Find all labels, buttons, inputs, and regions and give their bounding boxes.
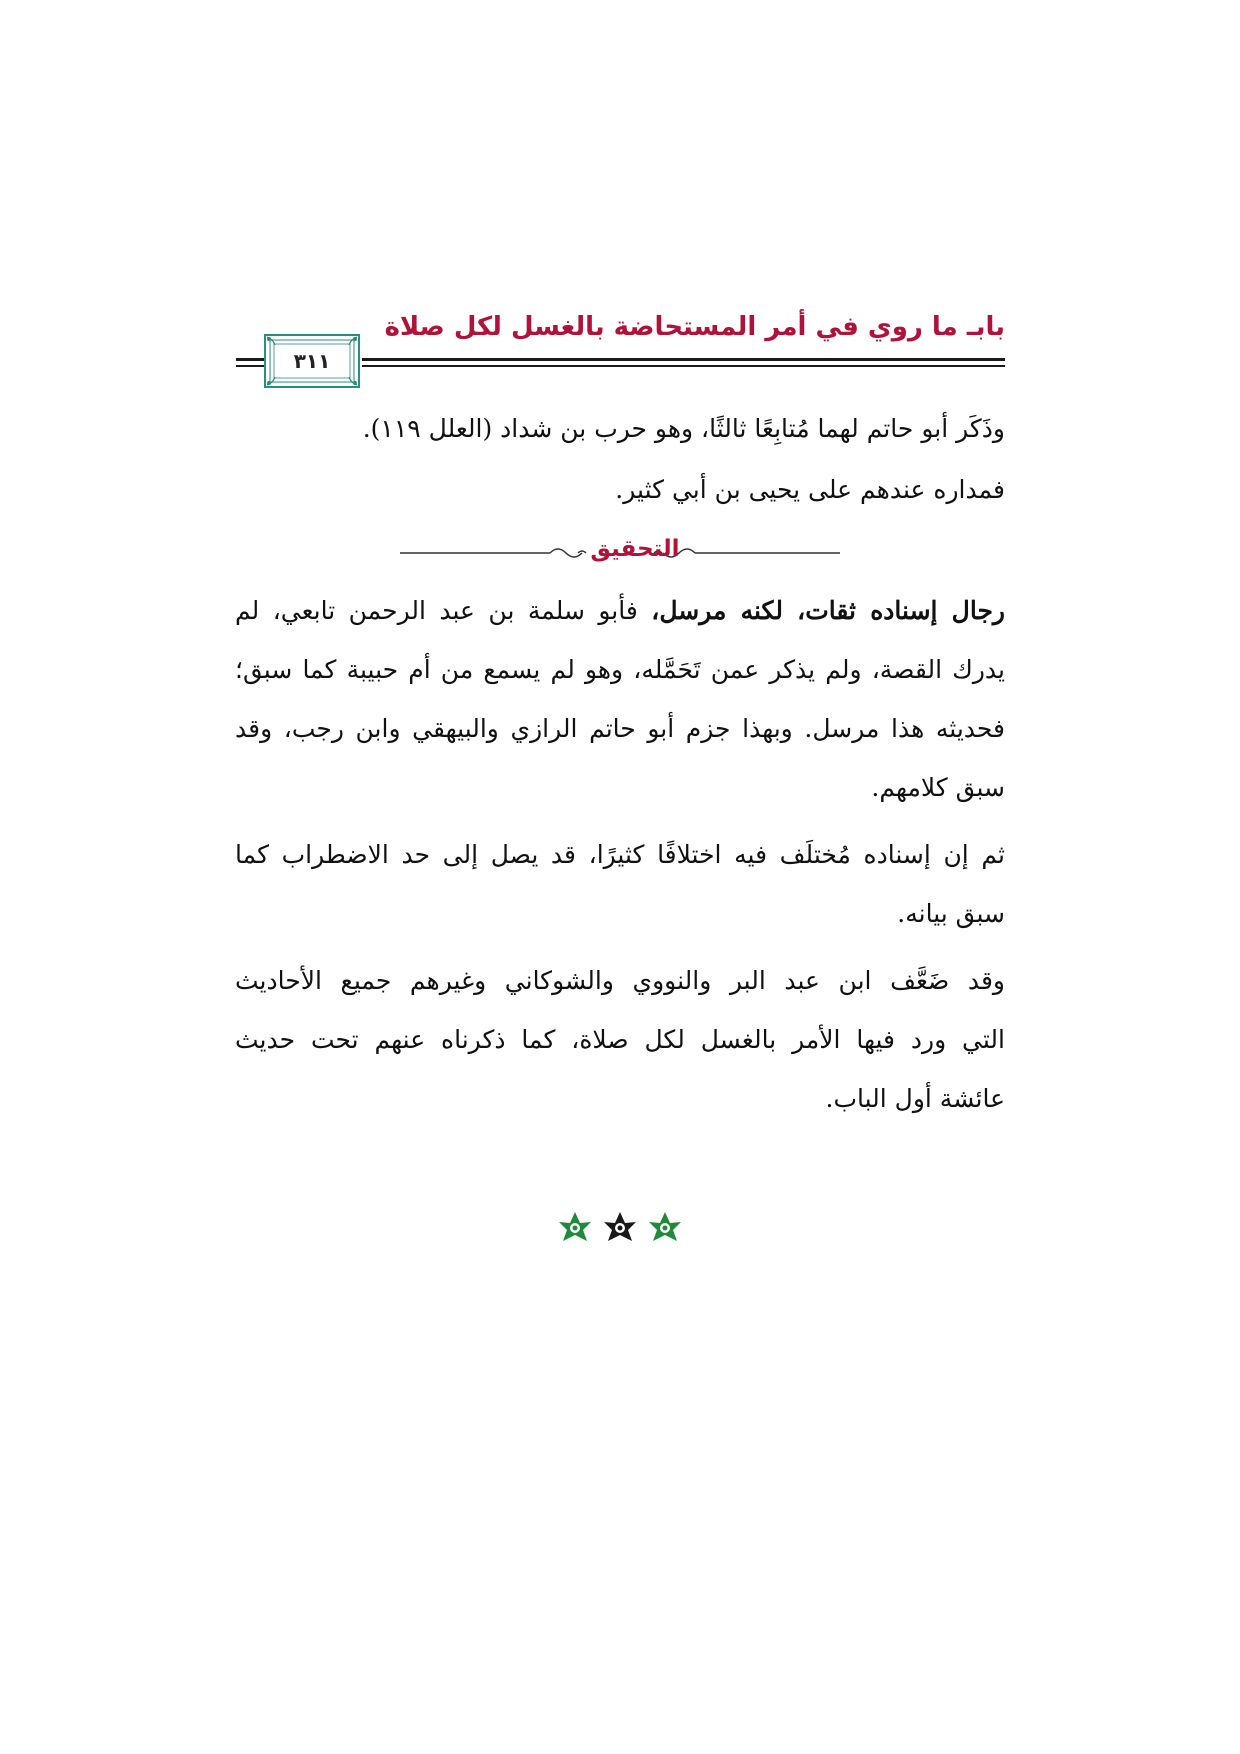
paragraph-1-line-1 — [235, 596, 1005, 626]
paragraph-1-line-2: يدرك القصة، ولم يذكر عمن تَحَمَّله، وهو لم يسمع من أم حبيبة كما سبق؛ — [235, 655, 1005, 684]
star-ornament-icon — [604, 1212, 636, 1241]
page-number-frame — [264, 334, 360, 388]
page-number: ٣١١ — [293, 349, 331, 373]
running-title: بابـ ما روي في أمر المستحاضة بالغسل لكل صلاة — [384, 312, 1005, 342]
star-ornament-icon — [649, 1212, 681, 1241]
paragraph-2-line-1: ثم إن إسناده مُختلَف فيه اختلافًا كثيرًا، قد يصل إلى حد الاضطراب كما — [235, 840, 1005, 869]
header-rule-left — [236, 358, 264, 361]
section-title: التحقيق — [590, 536, 680, 562]
paragraph-3-line-3: عائشة أول الباب. — [825, 1084, 1005, 1113]
star-ornament-icon — [559, 1212, 591, 1241]
paragraph-1-line-1-rest: فأبو سلمة بن عبد الرحمن تابعي، لم — [235, 596, 652, 625]
paragraph-1-line-4: سبق كلامهم. — [871, 773, 1005, 802]
paragraph-3-line-2: التي ورد فيها الأمر بالغسل لكل صلاة، كما ذكرناه عنهم تحت حديث — [235, 1025, 1005, 1054]
header-rule-thin — [362, 365, 1005, 367]
header-rule — [362, 358, 1005, 361]
paragraph-2-line-2: سبق بيانه. — [897, 899, 1005, 928]
paragraph-1-line-3: فحديثه هذا مرسل. وبهذا جزم أبو حاتم الرازي والبيهقي وابن رجب، وقد — [235, 714, 1005, 743]
text-line-1: وذَكَر أبو حاتم لهما مُتابِعًا ثالثًا، وهو حرب بن شداد (العلل ١١٩). — [362, 414, 1005, 443]
header-rule-left-thin — [236, 365, 264, 367]
text-line-2: فمداره عندهم على يحيى بن أبي كثير. — [615, 475, 1005, 504]
bold-lead: رجال إسناده ثقات، لكنه مرسل، — [651, 596, 1005, 625]
end-ornament — [555, 1208, 685, 1248]
paragraph-3-line-1: وقد ضَعَّف ابن عبد البر والنووي والشوكاني وغيرهم جميع الأحاديث — [235, 966, 1005, 995]
